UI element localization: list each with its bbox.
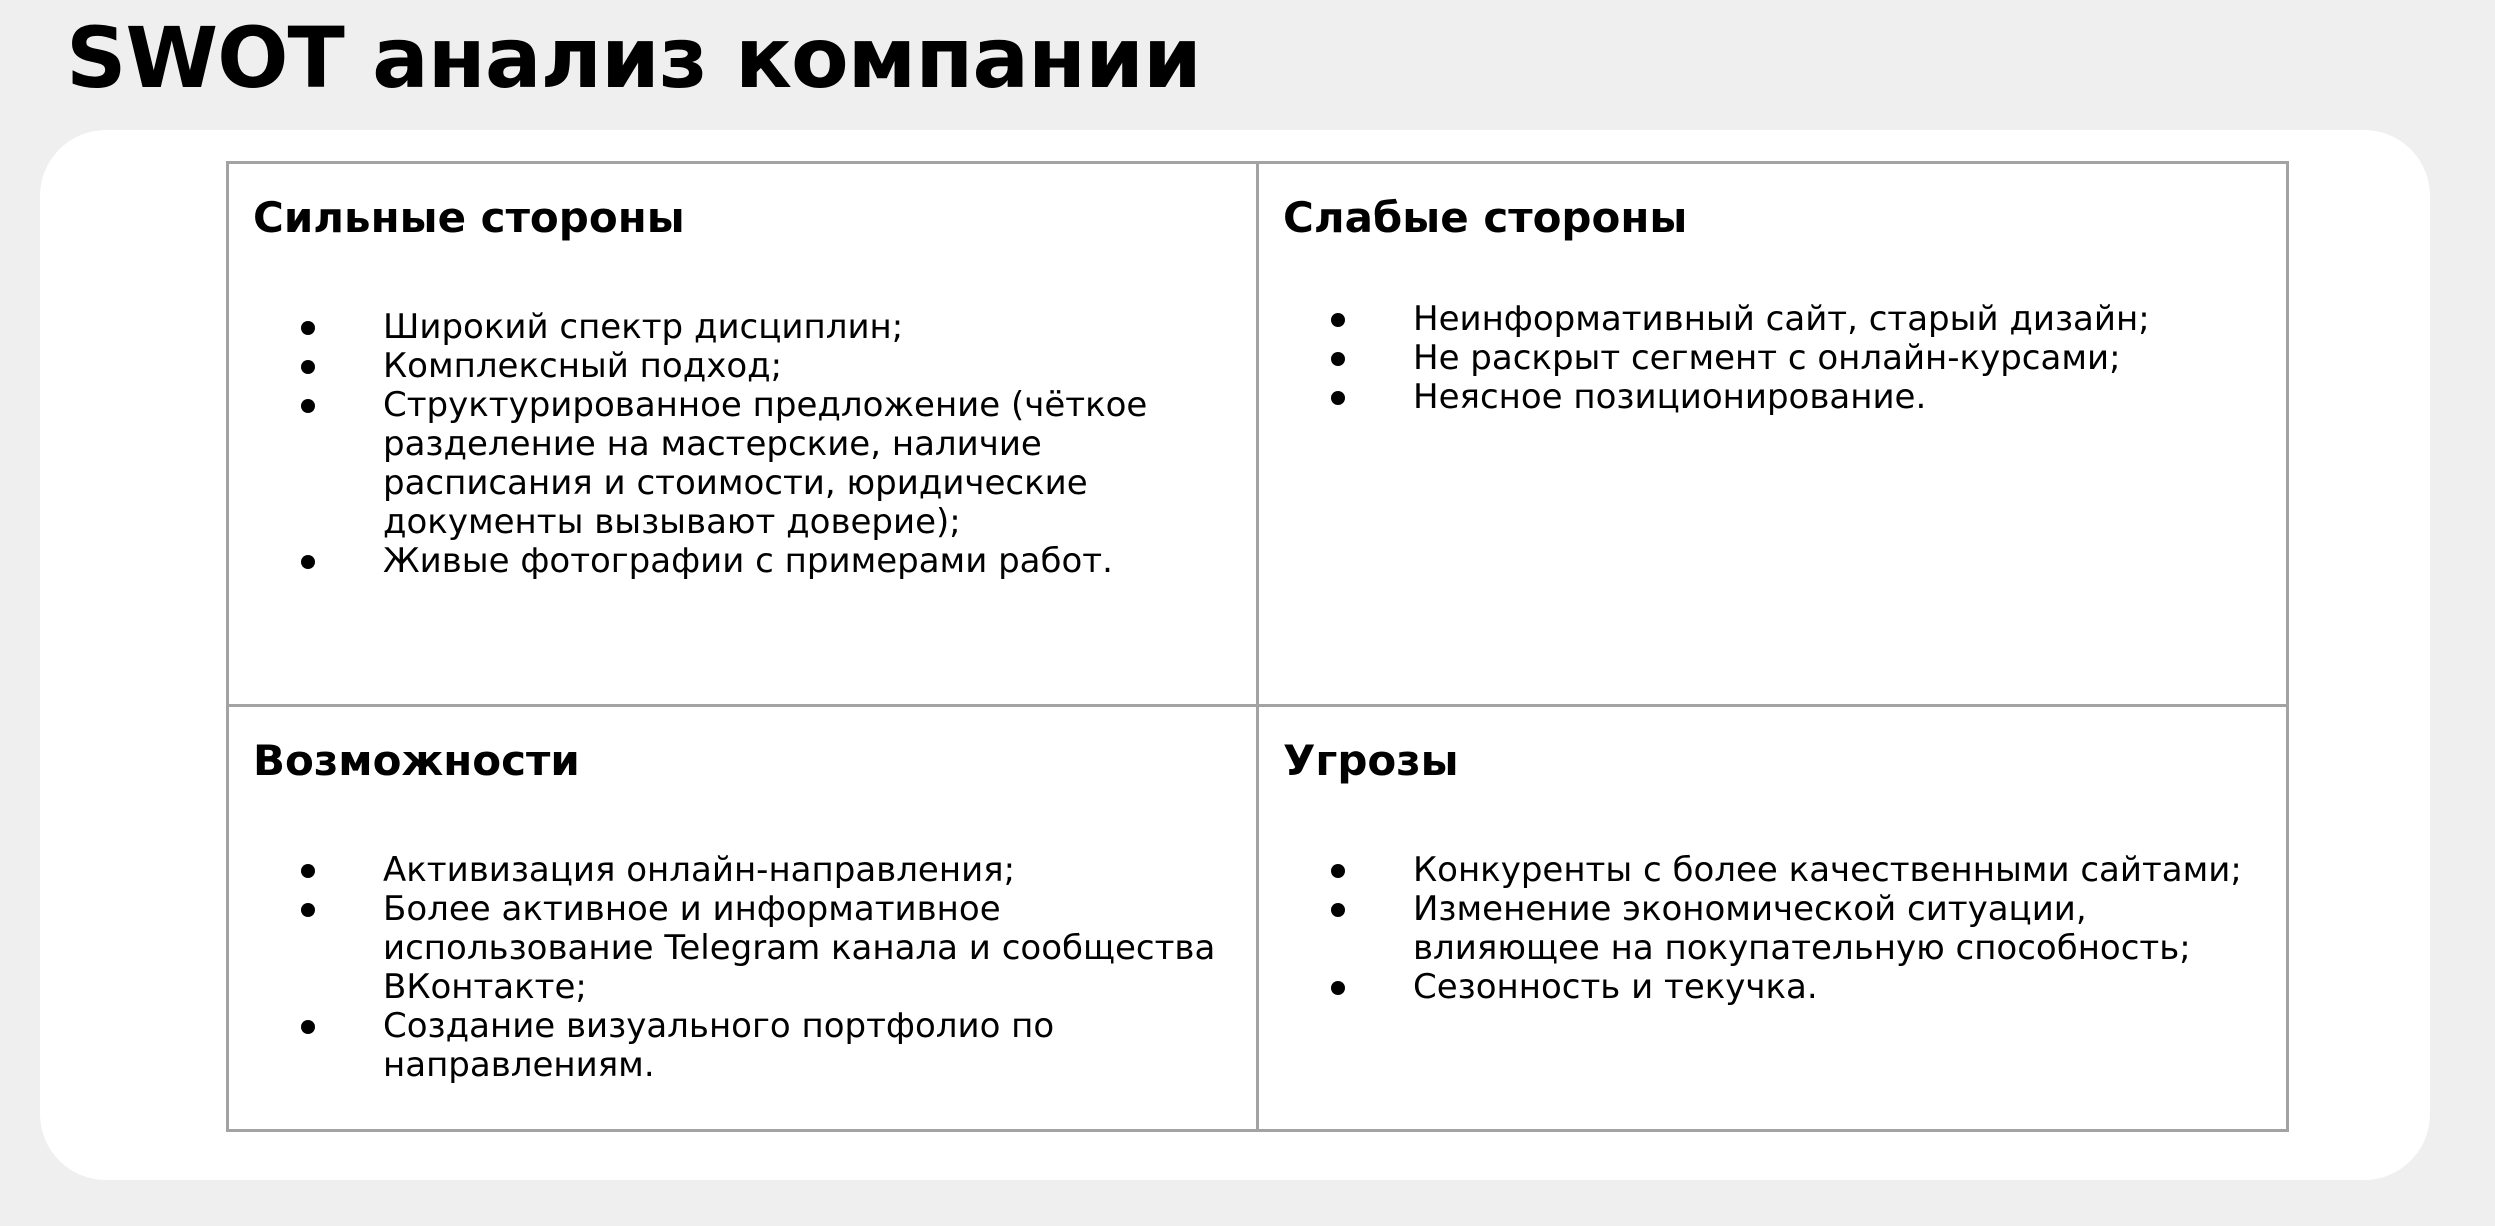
list-item [253,347,1232,386]
weaknesses-heading: Слабые стороны [1283,193,1688,242]
opportunities-heading: Возможности [253,736,580,785]
bullet-icon [1331,981,1345,995]
bullet-icon [1331,864,1345,878]
list-item [1283,890,2262,968]
list-item-text: Живые фотографии с примерами работ. [383,541,1113,581]
list-item-text: Активизация онлайн-направления; [383,850,1016,890]
list-item [1283,339,2262,378]
list-item [253,308,1232,347]
bullet-icon [301,321,315,335]
strengths-heading: Сильные стороны [253,193,685,242]
swot-table [226,161,2289,1132]
list-item-text: Создание визуального портфолио по направлениям. [383,1006,1055,1085]
opportunities-list [253,851,1232,1085]
bullet-icon [301,903,315,917]
list-item-text: Широкий спектр дисциплин; [383,307,904,347]
swot-row-top [228,163,2288,706]
list-item-text: Изменение экономической ситуации, влияющее на покупательную способность; [1413,889,2191,968]
bullet-icon [301,864,315,878]
list-item [1283,851,2262,890]
list-item [253,1007,1232,1085]
list-item-text: Не раскрыт сегмент с онлайн-курсами; [1413,338,2121,378]
list-item [1283,378,2262,417]
bullet-icon [1331,313,1345,327]
bullet-icon [1331,391,1345,405]
list-item-text: Комплексный подход; [383,346,783,386]
page-title: SWOT анализ компании [66,9,1201,107]
bullet-icon [1331,903,1345,917]
list-item-text: Неясное позиционирование. [1413,377,1927,417]
list-item-text: Конкуренты с более качественными сайтами; [1413,850,2242,890]
bullet-icon [301,399,315,413]
threats-heading: Угрозы [1283,736,1459,785]
bullet-icon [301,360,315,374]
weaknesses-list [1283,300,2262,417]
bullet-icon [1331,352,1345,366]
list-item-text: Более активное и информативное использование Telegram канала и сообщества ВКонтакте; [383,889,1216,1007]
bullet-icon [301,555,315,569]
swot-row-bottom [228,706,2288,1131]
list-item-text: Структурированное предложение (чёткое разделение на мастерские, наличие расписания и стоимости, юридические документы вызывают доверие); [383,385,1148,542]
list-item-text: Неинформативный сайт, старый дизайн; [1413,299,2150,339]
swot-cell-threats [1258,706,2288,1131]
list-item [1283,300,2262,339]
list-item [253,386,1232,542]
list-item-text: Сезонность и текучка. [1413,967,1818,1007]
threats-list [1283,851,2262,1007]
list-item [253,542,1232,581]
list-item [253,851,1232,890]
swot-cell-weaknesses [1258,163,2288,706]
swot-cell-strengths [228,163,1258,706]
list-item [1283,968,2262,1007]
bullet-icon [301,1020,315,1034]
strengths-list [253,308,1232,581]
swot-cell-opportunities [228,706,1258,1131]
list-item [253,890,1232,1007]
